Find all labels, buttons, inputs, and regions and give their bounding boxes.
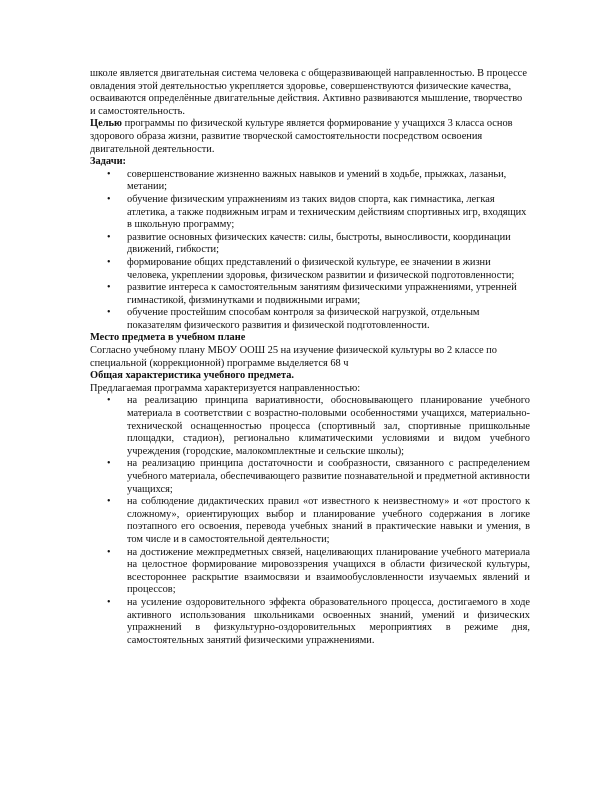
list-item: • формирование общих представлений о физической культуре, ее значении в жизни человека, укреплении здоровья, физическом развитии и физической подготовленности; bbox=[90, 257, 530, 282]
goal-paragraph bbox=[90, 118, 530, 156]
place-paragraph: Согласно учебному плану МБОУ ООШ 25 на изучение физической культуры во 2 классе по специальной (коррекционной) программе выделяется 68 ч bbox=[90, 345, 497, 369]
general-heading: Общая характеристика учебного предмета. bbox=[90, 370, 294, 382]
general-list bbox=[90, 395, 530, 647]
list-item: • совершенствование жизненно важных навыков и умений в ходьбе, прыжках, лазаньи, метании; bbox=[90, 169, 530, 194]
general-lead: Предлагаемая программа характеризуется направленностью: bbox=[90, 382, 361, 394]
tasks-heading: Задачи: bbox=[90, 156, 127, 168]
list-item: • на реализацию принципа вариативности, обосновывающего планирование учебного материала в соответствии с возрастно-половыми особенностями учащихся, материально-технической оснащенностью процесса (спортивный зал, спортивные пришкольные площадки, стадион), регионально климатическими условиями и видом учебного учреждения (городские, малокомплектные и сельские школы); bbox=[90, 395, 530, 458]
list-item: • обучение простейшим способам контроля за физической нагрузкой, отдельным показателям физического развития и физической подготовленности. bbox=[90, 307, 530, 332]
list-item: • на достижение межпредметных связей, нацеливающих планирование учебного материала на целостное формирование мировоззрения учащихся в области физической культуры, всестороннее раскрытие взаимосвязи и взаимообусловленности изучаемых явлений и процессов; bbox=[90, 547, 530, 597]
list-item: • на соблюдение дидактических правил «от известного к неизвестному» и «от простого к сложному», ориентирующих выбор и планирование учебного содержания в логике поэтапного его освоения, перевода учебных знаний в практические навыки и умения, в том числе и в самостоятельной деятельности; bbox=[90, 496, 530, 546]
list-item: • на реализацию принципа достаточности и сообразности, связанного с распределением учебного материала, обеспечивающего развитие познавательной и предметной активности учащихся; bbox=[90, 458, 530, 496]
place-heading: Место предмета в учебном плане bbox=[90, 332, 246, 344]
tasks-list bbox=[90, 169, 530, 333]
goal-text: программы по физической культуре является формирование у учащихся 3 класса основ здорового образа жизни, развитие творческой самостоятельности посредством освоения двигательной деятельности. bbox=[90, 118, 513, 155]
goal-label: Целью bbox=[90, 118, 122, 130]
list-item: • обучение физическим упражнениям из таких видов спорта, как гимнастика, легкая атлетика, а также подвижным играм и техническим действиям спортивных игр, входящих в школьную программу; bbox=[90, 194, 530, 232]
intro-paragraph: школе является двигательная система человека с общеразвивающей направленностью. В процессе овладения этой деятельностью укрепляется здоровье, совершенствуются физические качества, осваиваются определённые двигательные действия. Активно развиваются мышление, творчество и самостоятельность. bbox=[90, 68, 528, 117]
list-item: • развитие интереса к самостоятельным занятиям физическими упражнениями, утренней гимнастикой, физминутками и подвижными играми; bbox=[90, 282, 530, 307]
list-item: • на усиление оздоровительного эффекта образовательного процесса, достигаемого в ходе активного использования школьниками освоенных знаний, умений и физических упражнений в физкультурно-оздоровительных мероприятиях в режиме дня, самостоятельных занятий физическими упражнениями. bbox=[90, 597, 530, 647]
document-page bbox=[90, 68, 530, 647]
list-item: • развитие основных физических качеств: силы, быстроты, выносливости, координации движений, гибкости; bbox=[90, 232, 530, 257]
